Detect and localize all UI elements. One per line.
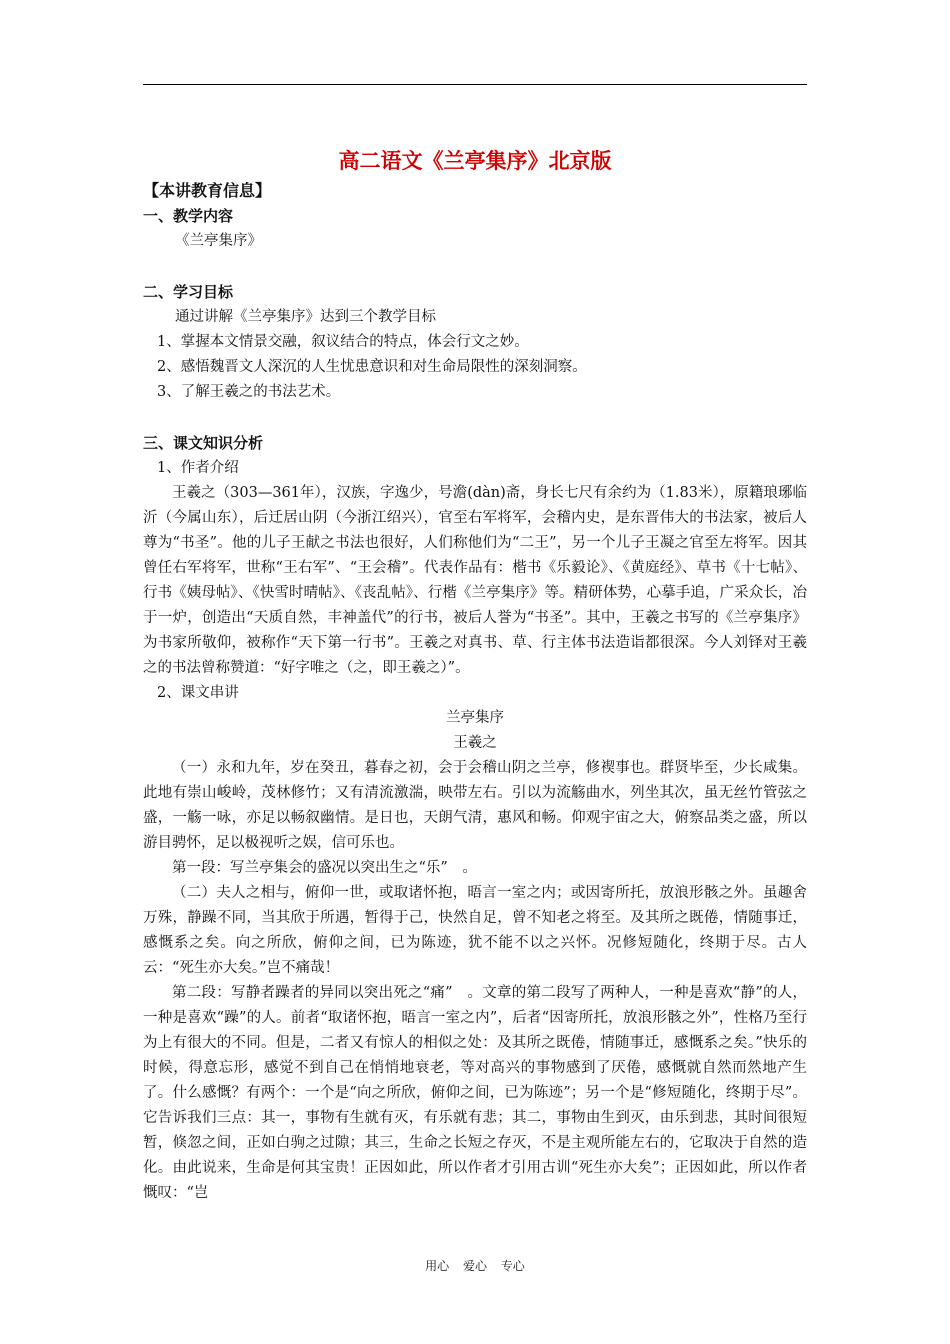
text-author: 王羲之 <box>453 735 497 751</box>
page-footer: 用心 爱心 专心 <box>425 1259 525 1273</box>
segment-1-note: 第一段：写兰亭集会的盛况以突出生之“乐” 。 <box>172 860 477 876</box>
author-paragraph: 王羲之（303—361年），汉族，字逸少，号澹(dàn)斋，身长七尺有余约为（1.83米），原籍琅琊临沂（今属山东），后迁居山阴（今浙江绍兴），官至右军将军，会稽内史，是东晋伟大的书法家，被后人尊为“书圣”。他的儿子王献之书法也很好，人们称他们为“二王”，另一个儿子王凝之官至左将军。因其曾任右军将军，世称“王右军”、“王会稽”。代表作品有：楷书《乐毅论》、《黄庭经》、草书《十七帖》、行书《姨母帖》、《快雪时晴帖》、《丧乱帖》、行楷《兰亭集序》等。精研体势，心摹手追，广采众长，冶于一炉，创造出“天质自然，丰神盖代”的行书，被后人誉为“书圣”。其中，王羲之书写的《兰亭集序》为书家所敬仰，被称作“天下第一行书”。王羲之对真书、草、行主体书法造诣都很深。今人刘铎对王羲之的书法曾称赞道：“好字唯之（之，即王羲之）”。 <box>143 485 807 676</box>
section-1-text: 《兰亭集序》 <box>175 233 262 249</box>
author-intro-heading: 1、作者介绍 <box>157 460 239 476</box>
section-2-intro: 通过讲解《兰亭集序》达到三个教学目标 <box>175 309 436 325</box>
document-title: 高二语文《兰亭集序》北京版 <box>338 148 612 173</box>
text-paragraph-1: （一）永和九年，岁在癸丑，暮春之初，会于会稽山阴之兰亭，修褉事也。群贤毕至，少长咸集。此地有崇山峻岭，茂林修竹；又有清流激湍，映带左右。引以为流觞曲水，列坐其次，虽无丝竹管弦之盛，一觞一咏，亦足以畅叙幽情。是日也，天朗气清，惠风和畅。仰观宇宙之大，俯察品类之盛，所以游目骋怀，足以极视听之娱，信可乐也。 <box>143 760 807 851</box>
segment-2-analysis: 第二段：写静者躁者的异同以突出死之“痛” 。文章的第二段写了两种人，一种是喜欢“静”的人，一种是喜欢“躁”的人。前者“取诸怀抱，晤言一室之内”，后者“因寄所托，放浪形骸之外”，性格乃至行为上有很大的不同。但是，二者又有惊人的相似之处：及其所之既倦，情随事迁，感慨系之矣。”快乐的时候，得意忘形，感觉不到自己在悄悄地衰老，等对高兴的事物感到了厌倦，感慨就自然而然地产生了。什么感慨？有两个：一个是“向之所欣，俯仰之间，已为陈迹”；另一个是“修短随化，终期于尽”。它告诉我们三点：其一，事物有生就有灭，有乐就有悲；其二，事物由生到灭，由乐到悲，其时间很短暂，倏忽之间，正如白驹之过隙；其三，生命之长短之存灭，不是主观所能左右的，它取决于自然的造化。由此说来，生命是何其宝贵！正因如此，所以作者才引用古训“死生亦大矣”；正因如此，所以作者慨叹：“岂 <box>143 985 807 1201</box>
text-paragraph-2: （二）夫人之相与，俯仰一世，或取诸怀抱，晤言一室之内；或因寄所托，放浪形骸之外。虽趣舍万殊，静躁不同，当其欣于所遇，暂得于己，快然自足，曾不知老之将至。及其所之既倦，情随事迁，感慨系之矣。向之所欣，俯仰之间，已为陈迹，犹不能不以之兴怀。况修短随化，终期于尽。古人云：“死生亦大矣。”岂不痛哉！ <box>143 885 807 976</box>
goal-item: 3、了解王羲之的书法艺术。 <box>157 384 341 400</box>
goal-item: 2、感悟魏晋文人深沉的人生忧患意识和对生命局限性的深刻洞察。 <box>157 359 587 375</box>
document-body <box>143 145 807 1206</box>
goal-item: 1、掌握本文情景交融，叙议结合的特点，体会行文之妙。 <box>157 334 529 350</box>
section-3-heading: 三、课文知识分析 <box>143 434 264 452</box>
section-2-heading: 二、学习目标 <box>143 283 234 301</box>
section-1-heading: 一、教学内容 <box>143 207 234 225</box>
text-explanation-heading: 2、课文串讲 <box>157 685 239 701</box>
text-title: 兰亭集序 <box>446 710 504 726</box>
info-header: 【本讲教育信息】 <box>143 181 272 200</box>
header-rule <box>143 84 807 85</box>
